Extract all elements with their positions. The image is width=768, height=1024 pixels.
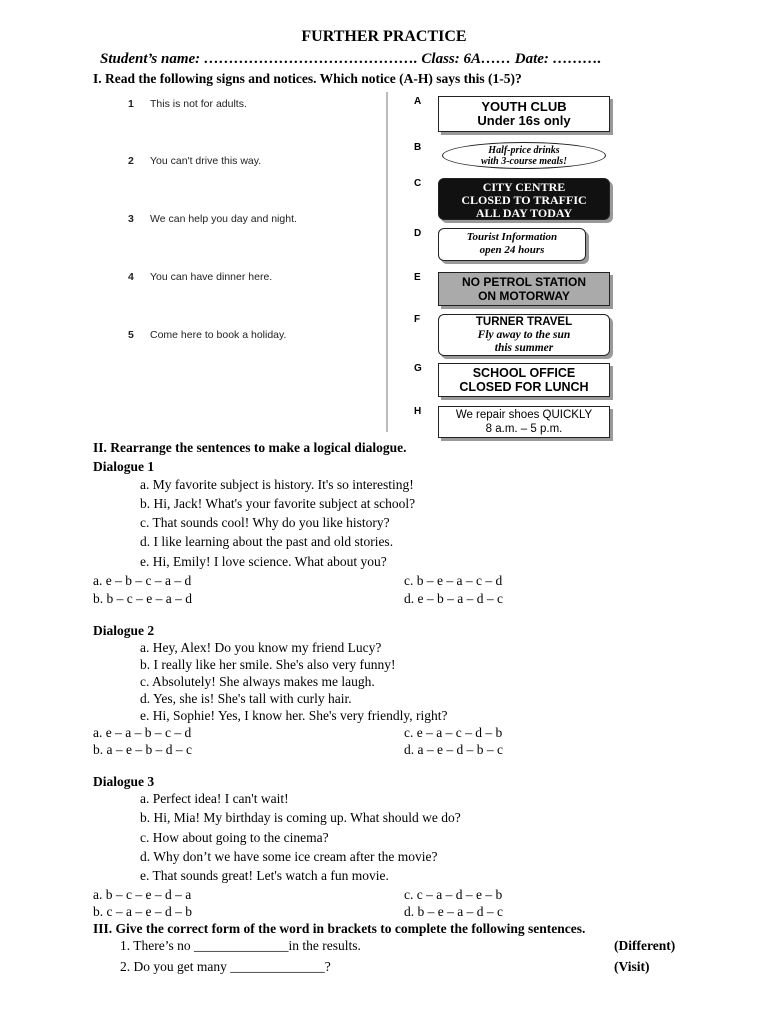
answer-option: d. b – e – a – d – c xyxy=(404,904,503,919)
dialogue-sentence: d. Yes, she is! She's tall with curly hair. xyxy=(140,691,352,706)
dialogue-sentence: c. That sounds cool! Why do you like history? xyxy=(140,515,390,530)
answer-option: b. c – a – e – d – b xyxy=(93,904,192,919)
dialogue-3-title: Dialogue 3 xyxy=(93,774,155,789)
dialogue-sentence: c. How about going to the cinema? xyxy=(140,830,329,845)
sign-letter: C xyxy=(414,178,422,189)
sign-letter: F xyxy=(414,314,421,325)
question-item: 4 You can have dinner here. xyxy=(128,271,273,283)
dialogue-sentence: d. Why don’t we have some ice cream after the movie? xyxy=(140,849,438,864)
sign-letter: H xyxy=(414,406,422,417)
answer-option: a. e – b – c – a – d xyxy=(93,573,192,588)
section-3-heading: III. Give the correct form of the word in brackets to complete the following sentences. xyxy=(93,921,586,936)
dialogue-sentence: e. Hi, Sophie! Yes, I know her. She's very friendly, right? xyxy=(140,708,448,723)
sign-half-price-drinks: Half-price drinks with 3-course meals! xyxy=(442,142,606,169)
section-1-heading: I. Read the following signs and notices. Which notice (A-H) says this (1-5)? xyxy=(93,71,522,86)
question-item: 2 You can't drive this way. xyxy=(128,155,262,167)
question-item: 3 We can help you day and night. xyxy=(128,213,297,225)
sign-letter: B xyxy=(414,142,422,153)
sign-letter: G xyxy=(414,363,422,374)
sign-letter: D xyxy=(414,228,422,239)
answer-option: c. e – a – c – d – b xyxy=(404,725,503,740)
sign-letter: A xyxy=(414,96,422,107)
sign-no-petrol-station: NO PETROL STATION ON MOTORWAY xyxy=(438,272,610,306)
sign-letter: E xyxy=(414,272,421,283)
word-hint-1: (Different) xyxy=(614,938,676,953)
dialogue-sentence: e. Hi, Emily! I love science. What about you? xyxy=(140,554,387,569)
dialogue-sentence: a. My favorite subject is history. It's so interesting! xyxy=(140,477,414,492)
signs-matching-panel xyxy=(118,90,616,440)
exercise-item-1: 1. There’s no ______________in the results. xyxy=(120,938,361,953)
answer-option: b. b – c – e – a – d xyxy=(93,591,192,606)
dialogue-sentence: a. Hey, Alex! Do you know my friend Lucy? xyxy=(140,640,382,655)
dialogue-sentence: a. Perfect idea! I can't wait! xyxy=(140,791,289,806)
answer-option: c. c – a – d – e – b xyxy=(404,887,503,902)
worksheet-title: FURTHER PRACTICE xyxy=(301,28,467,45)
question-item: 1 This is not for adults. xyxy=(128,98,247,110)
exercise-item-2: 2. Do you get many ______________? xyxy=(120,959,331,974)
sign-youth-club: YOUTH CLUB Under 16s only xyxy=(438,96,610,132)
dialogue-sentence: e. That sounds great! Let's watch a fun movie. xyxy=(140,868,389,883)
student-info-line: Student’s name: ……………………………………. Class: 6A…… Date: ………. xyxy=(100,51,602,67)
sign-turner-travel: TURNER TRAVEL Fly away to the sun this summer xyxy=(438,314,610,356)
dialogue-2-title: Dialogue 2 xyxy=(93,623,155,638)
word-hint-2: (Visit) xyxy=(614,959,650,974)
dialogue-sentence: d. I like learning about the past and old stories. xyxy=(140,534,394,549)
answer-option: b. a – e – b – d – c xyxy=(93,742,192,757)
answer-option: c. b – e – a – c – d xyxy=(404,573,503,588)
question-item: 5 Come here to book a holiday. xyxy=(128,329,287,341)
dialogue-1-title: Dialogue 1 xyxy=(93,459,155,474)
divider-line xyxy=(386,92,388,432)
sign-city-centre: CITY CENTRE CLOSED TO TRAFFIC ALL DAY TODAY xyxy=(438,178,610,220)
answer-option: a. e – a – b – c – d xyxy=(93,725,192,740)
dialogue-sentence: b. Hi, Jack! What's your favorite subject at school? xyxy=(140,496,416,511)
sign-school-office: SCHOOL OFFICE CLOSED FOR LUNCH xyxy=(438,363,610,397)
dialogue-sentence: b. Hi, Mia! My birthday is coming up. What should we do? xyxy=(140,810,461,825)
answer-option: a. b – c – e – d – a xyxy=(93,887,192,902)
dialogue-sentence: b. I really like her smile. She's also very funny! xyxy=(140,657,396,672)
section-2-heading: II. Rearrange the sentences to make a logical dialogue. xyxy=(93,440,407,455)
answer-option: d. a – e – d – b – c xyxy=(404,742,503,757)
sign-shoe-repair: We repair shoes QUICKLY 8 a.m. – 5 p.m. xyxy=(438,406,610,438)
sign-tourist-information: Tourist Information open 24 hours xyxy=(438,228,586,261)
dialogue-sentence: c. Absolutely! She always makes me laugh. xyxy=(140,674,375,689)
answer-option: d. e – b – a – d – c xyxy=(404,591,503,606)
